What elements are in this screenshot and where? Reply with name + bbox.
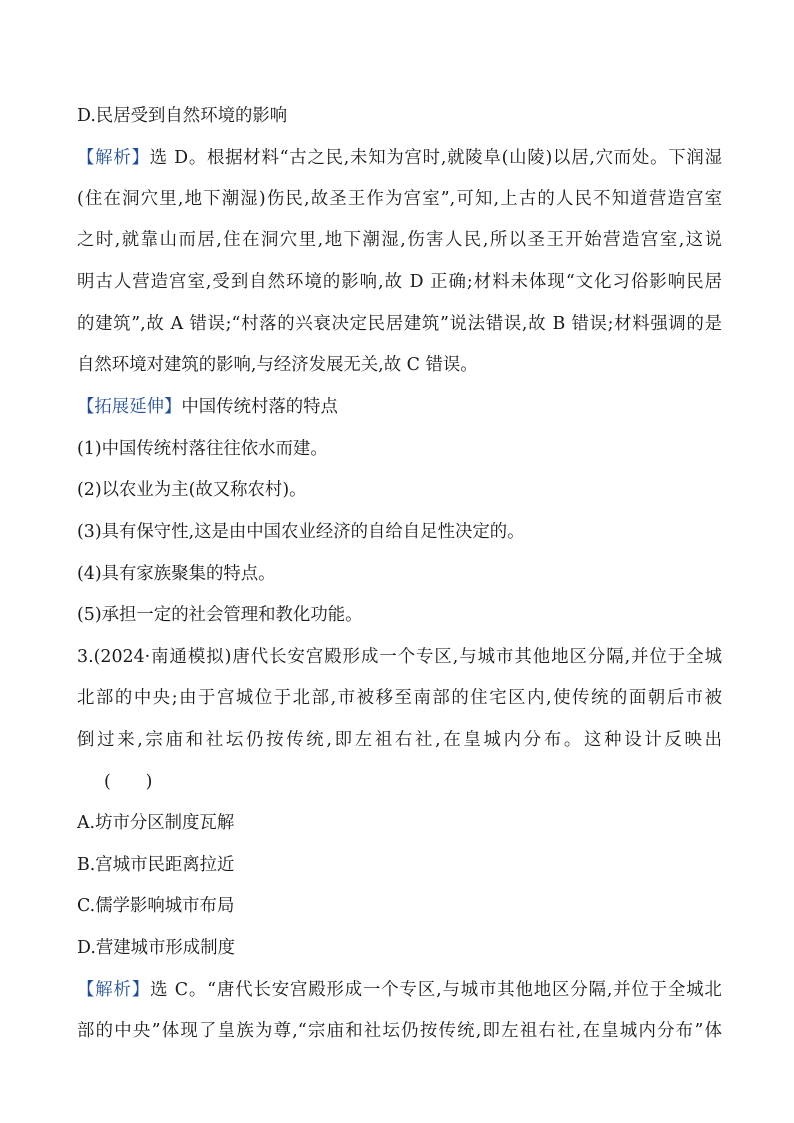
q2-analysis-line-2: (住在洞穴里,地下潮湿)伤民,故圣王作为宫室”,可知,上古的人民不知道营造宫室 — [77, 189, 722, 209]
q3-stem-line-1: 3.(2024·南通模拟)唐代长安宫殿形成一个专区,与城市其他地区分隔,并位于全城 — [77, 647, 722, 667]
q2-analysis-line-1: 【解析】选 D。根据材料“古之民,未知为宫时,就陵阜(山陵)以居,穴而处。下润湿 — [77, 148, 722, 168]
q3-analysis-line-1: 【解析】选 C。“唐代长安宫殿形成一个专区,与城市其他地区分隔,并位于全城北 — [77, 980, 722, 1000]
q3-option-a: A.坊市分区制度瓦解 — [77, 813, 235, 833]
q2-analysis-line-5: 的建筑”,故 A 错误;“村落的兴衰决定民居建筑”说法错误,故 B 错误;材料强调的是 — [77, 314, 722, 334]
q3-analysis-line-2: 部的中央”体现了皇族为尊,“宗庙和社坛仍按传统,即左祖右社,在皇城内分布”体 — [77, 1021, 722, 1041]
q2-analysis-line-3: 之时,就靠山而居,住在洞穴里,地下潮湿,伤害人民,所以圣王开始营造宫室,这说 — [77, 230, 722, 250]
q2-option-d: D.民居受到自然环境的影响 — [77, 106, 288, 126]
analysis-tag: 【解析】 — [77, 148, 150, 168]
extension-tag: 【拓展延伸】 — [77, 397, 182, 417]
q2-analysis-line-4: 明古人营造宫室,受到自然环境的影响,故 D 正确;材料未体现“文化习俗影响民居 — [77, 272, 722, 292]
q3-stem-line-2: 北部的中央;由于宫城位于北部,市被移至南部的住宅区内,使传统的面朝后市被 — [77, 688, 722, 708]
extension-title: 中国传统村落的特点 — [181, 397, 338, 417]
extension-item-4: (4)具有家族聚集的特点。 — [77, 564, 276, 584]
q3-stem-line-3: 倒过来,宗庙和社坛仍按传统,即左祖右社,在皇城内分布。这种设计反映出 — [77, 730, 722, 750]
extension-item-3: (3)具有保守性,这是由中国农业经济的自给自足性决定的。 — [77, 522, 525, 542]
q3-option-c: C.儒学影响城市布局 — [77, 896, 235, 916]
analysis-tag: 【解析】 — [77, 980, 151, 1000]
q3-option-d: D.营建城市形成制度 — [77, 938, 235, 958]
extension-item-1: (1)中国传统村落往往依水而建。 — [77, 439, 328, 459]
q3-answer-blank: ( ) — [104, 772, 153, 792]
q2-analysis-line-6: 自然环境对建筑的影响,与经济发展无关,故 C 错误。 — [77, 355, 478, 375]
extension-item-2: (2)以农业为主(故又称农村)。 — [77, 480, 307, 500]
extension-item-5: (5)承担一定的社会管理和教化功能。 — [77, 605, 363, 625]
extension-heading — [77, 395, 722, 419]
q3-option-b: B.宫城市民距离拉近 — [77, 855, 235, 875]
